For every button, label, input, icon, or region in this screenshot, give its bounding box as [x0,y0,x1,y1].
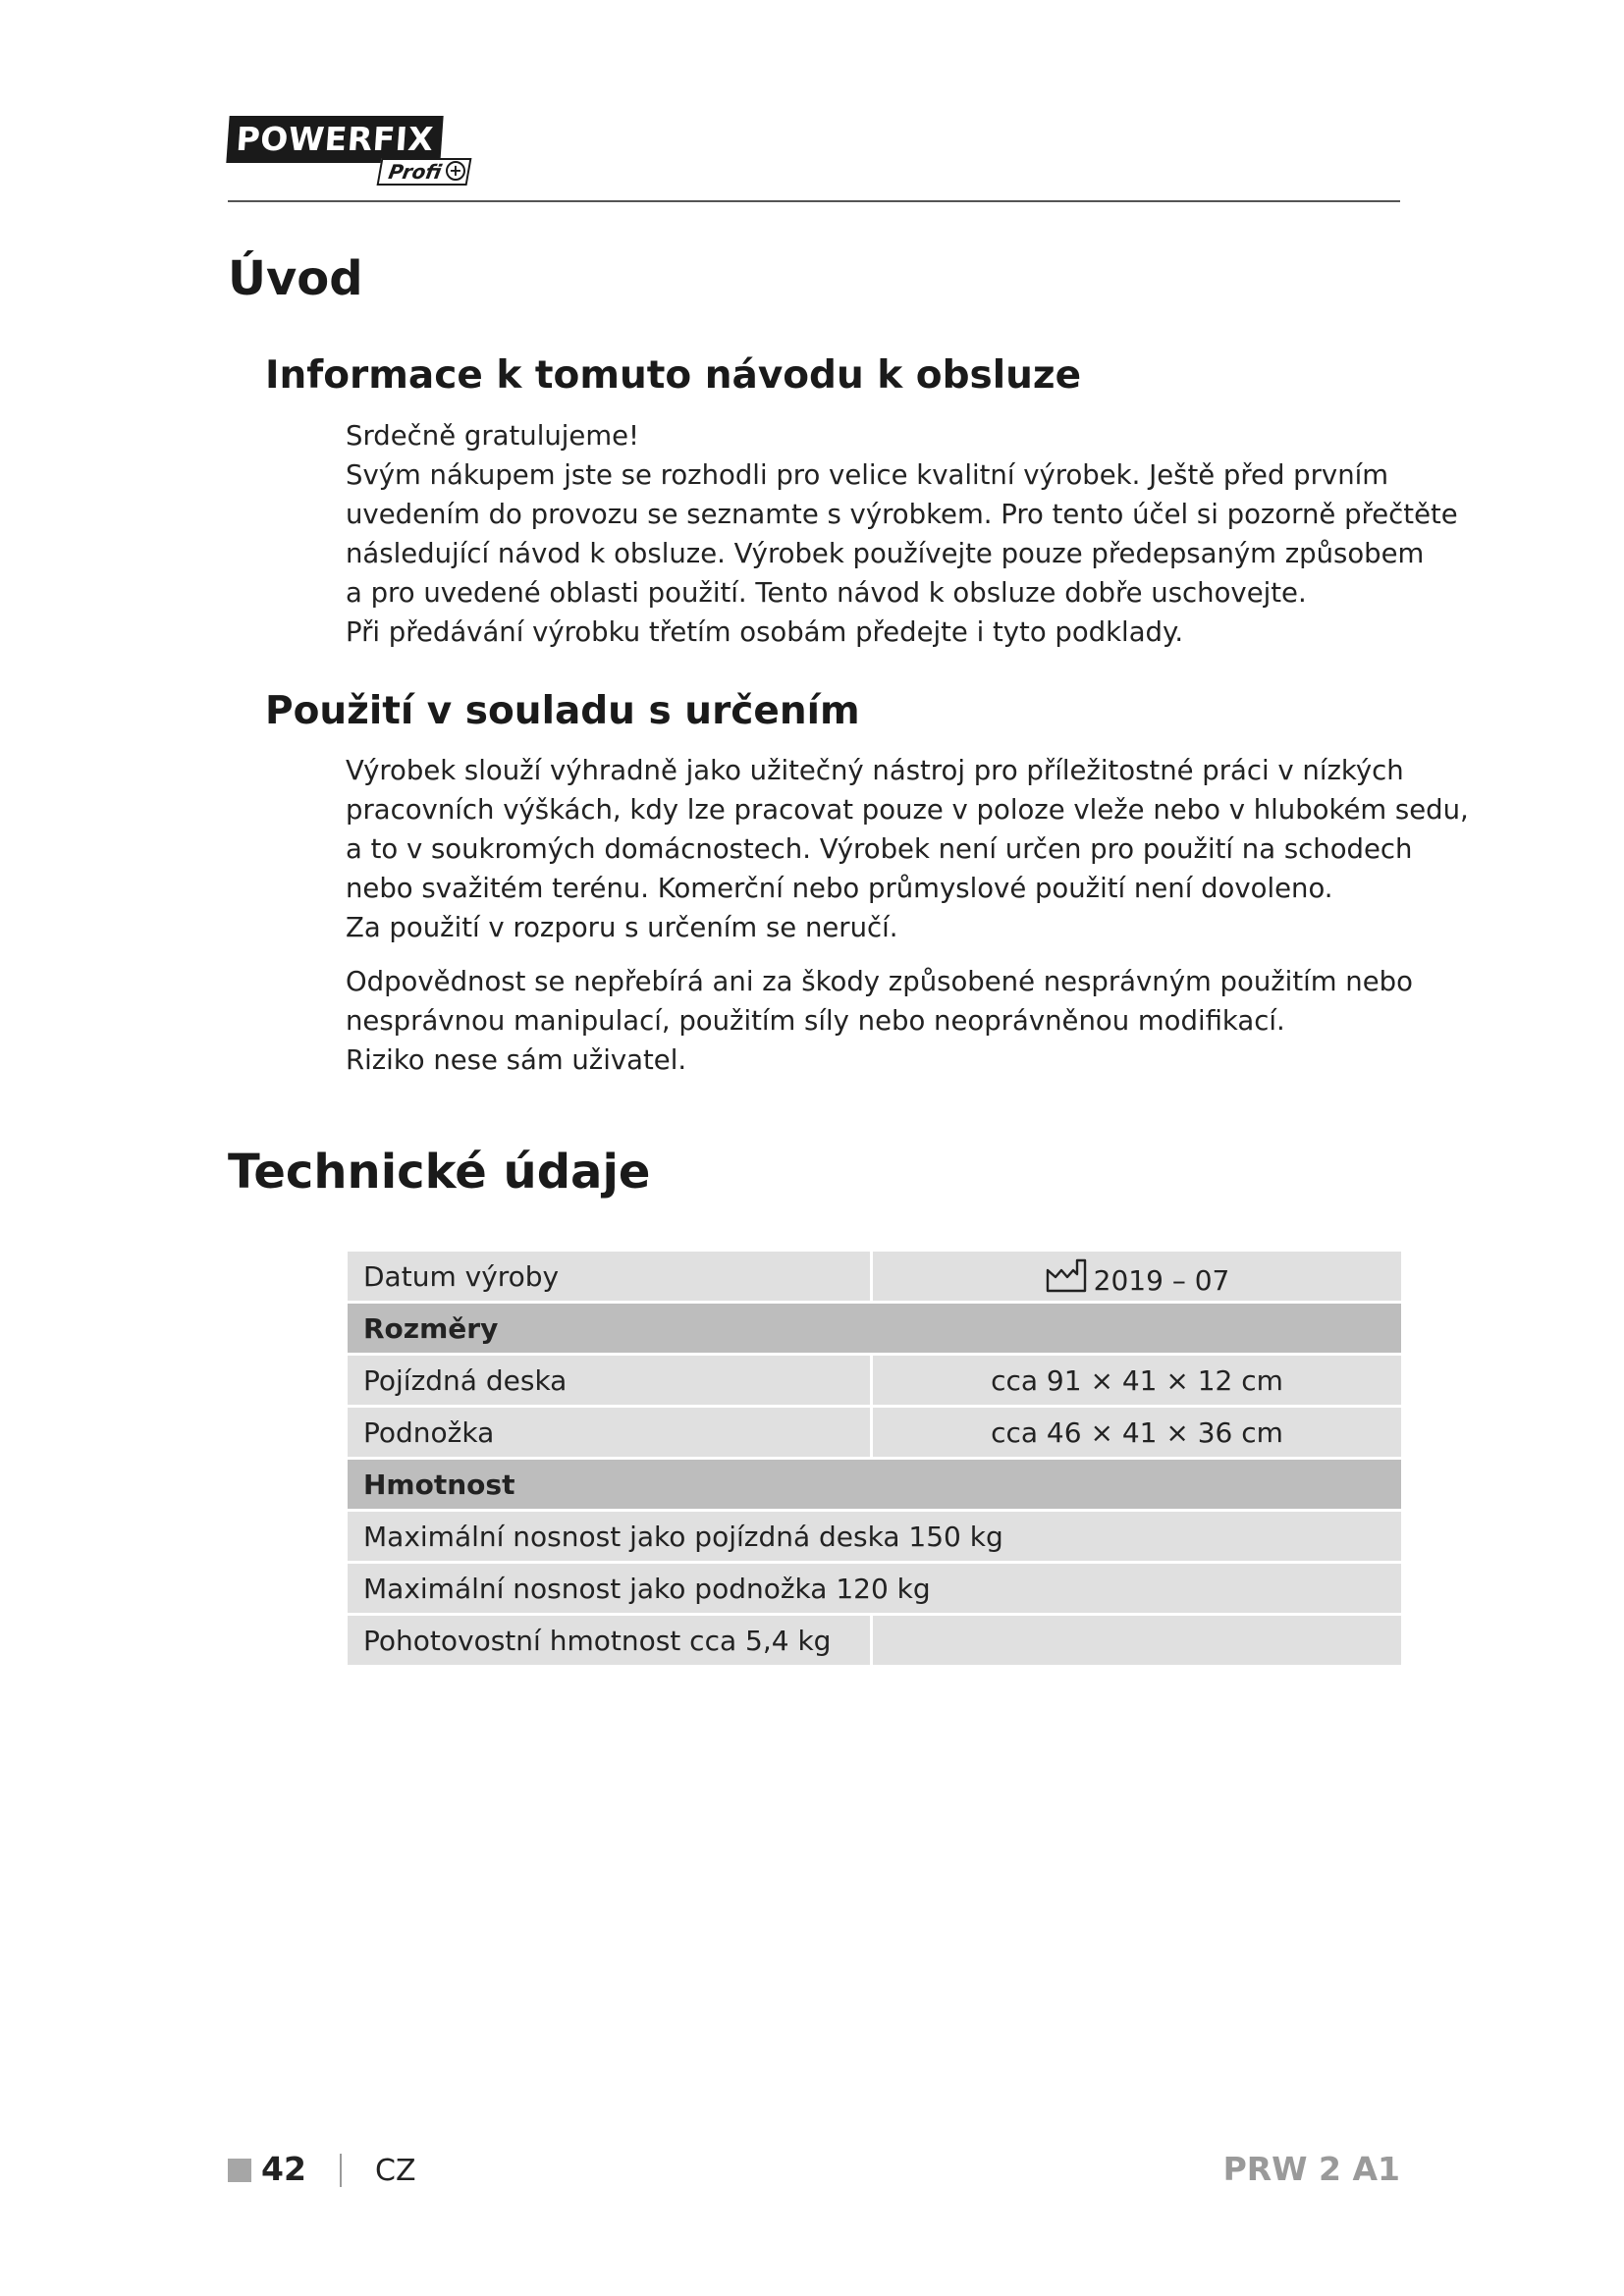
footrest-label: Podnožka [348,1408,873,1457]
page-number: 42 [261,2150,306,2188]
text-line: Srdečně gratulujeme! [346,420,640,452]
table-section-row [348,1304,1401,1353]
model-name: PRW 2 A1 [1222,2150,1400,2188]
intro-title: Úvod [228,251,363,306]
info-paragraph [346,416,1458,652]
text-line: Svým nákupem jste se rozhodli pro velice kvalitní výrobek. Ještě před prvním [346,459,1389,491]
table-section-row [348,1460,1401,1509]
language-code: CZ [375,2154,416,2188]
text-line: nesprávnou manipulací, použitím síly nebo neoprávněnou modifikací. [346,1005,1285,1037]
date-value: 2019 – 07 [1093,1263,1230,1297]
text-line: následující návod k obsluze. Výrobek používejte pouze předepsaným způsobem [346,538,1425,569]
max-footrest-load: Maximální nosnost jako podnožka 120 kg [348,1564,1401,1613]
footer-divider [340,2154,342,2187]
weight-header: Hmotnost [348,1460,1401,1509]
spec-table [348,1249,1401,1668]
text-line: Výrobek slouží výhradně jako užitečný nástroj pro příležitostné práci v nízkých [346,755,1404,786]
logo-wordmark: POWERFIX [226,116,443,163]
max-board-load: Maximální nosnost jako pojízdná deska 150 kg [348,1512,1401,1561]
text-line: Za použití v rozporu s určením se neručí. [346,912,898,943]
header-rule [228,200,1400,202]
date-value-cell [873,1252,1401,1301]
table-row [348,1616,1401,1665]
footer-square-icon [228,2159,251,2182]
use-heading: Použití v souladu s určením [265,689,860,733]
text-line: uvedením do provozu se seznamte s výrobkem. Pro tento účel si pozorně přečtěte [346,499,1458,530]
text-line: Při předávání výrobku třetím osobám předejte i tyto podklady. [346,616,1184,648]
table-row [348,1512,1401,1561]
tech-title: Technické údaje [228,1145,651,1200]
text-line: Odpovědnost se nepřebírá ani za škody způsobené nesprávným použitím nebo [346,966,1413,997]
powerfix-logo [228,116,481,187]
text-line: nebo svažitém terénu. Komerční nebo průmyslové použití není dovoleno. [346,873,1333,904]
info-heading: Informace k tomuto návodu k obsluze [265,353,1082,398]
standby-empty-cell [873,1616,1401,1665]
table-row [348,1408,1401,1457]
table-row [348,1252,1401,1301]
table-row [348,1356,1401,1405]
text-line: pracovních výškách, kdy lze pracovat pouze v poloze vleže nebo v hlubokém sedu, [346,794,1469,826]
footrest-value: cca 46 × 41 × 36 cm [873,1408,1401,1457]
logo-sub: Profi [377,158,472,186]
board-value: cca 91 × 41 × 12 cm [873,1356,1401,1405]
standby-weight: Pohotovostní hmotnost cca 5,4 kg [348,1616,873,1665]
use-paragraph-2 [346,962,1413,1080]
text-line: a pro uvedené oblasti použití. Tento návod k obsluze dobře uschovejte. [346,577,1307,609]
dimensions-header: Rozměry [348,1304,1401,1353]
table-row [348,1564,1401,1613]
date-label: Datum výroby [348,1252,873,1301]
use-paragraph-1 [346,751,1469,947]
text-line: Riziko nese sám uživatel. [346,1044,687,1076]
logo-plus-icon: + [446,161,465,181]
board-label: Pojízdná deska [348,1356,873,1405]
factory-icon [1045,1256,1088,1294]
text-line: a to v soukromých domácnostech. Výrobek není určen pro použití na schodech [346,833,1413,865]
